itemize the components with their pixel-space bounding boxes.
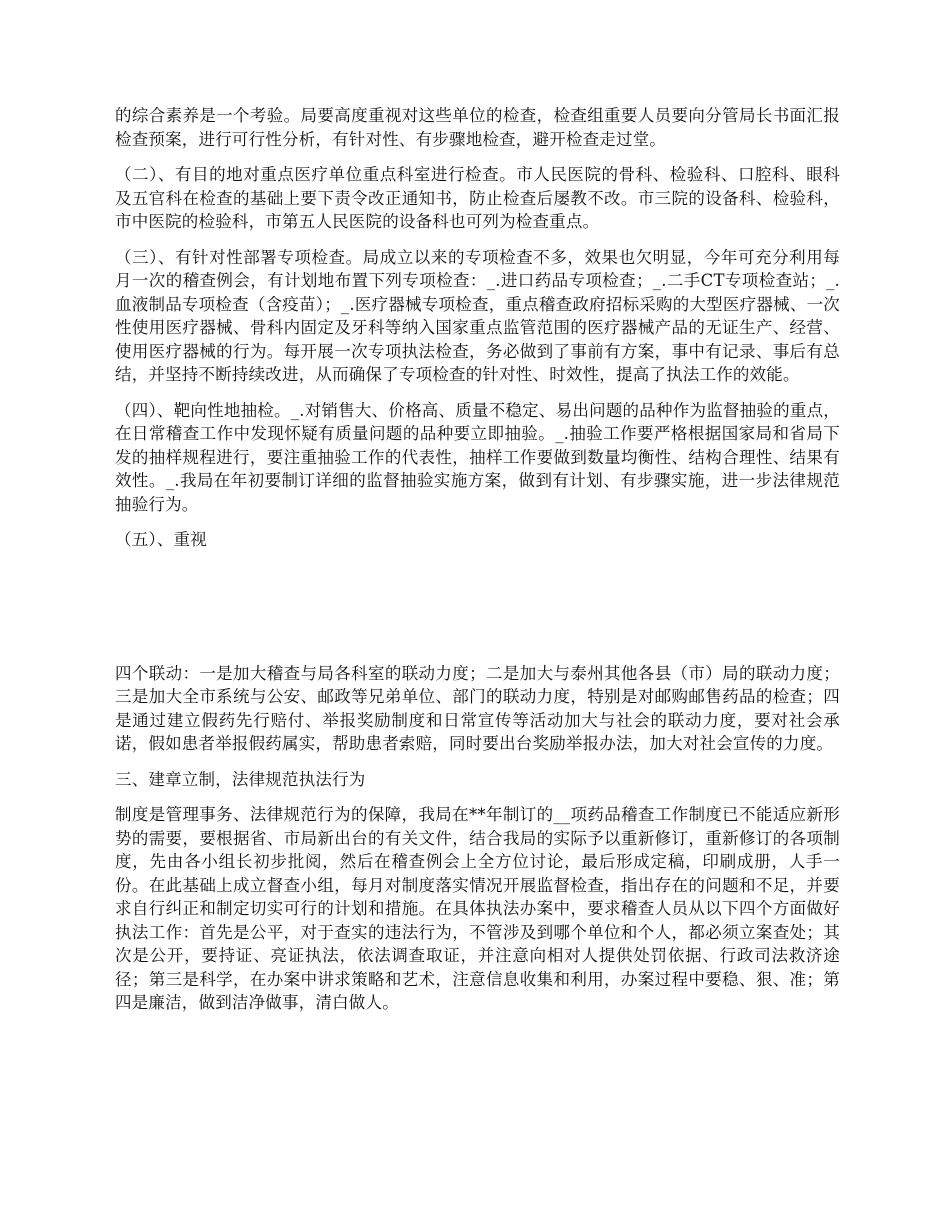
paragraph-four-linkages: 四个联动：一是加大稽查与局各科室的联动力度；二是加大与泰州其他各县（市）局的联动力度；三是加大全市系统与公安、邮政等兄弟单位、部门的联动力度，特别是对邮购邮售药品的检查；四是通过建立假药先行赔付、举报奖励制度和日常宣传等活动加大与社会的联动力度，要对社会承诺，假如患者举报假药属实，帮助患者索赔，同时要出台奖励举报办法，加大对社会宣传的力度。: [115, 663, 840, 753]
paragraph-section-three: （三）、有针对性部署专项检查。局成立以来的专项检查不多，效果也欠明显，今年可充分利用每月一次的稽查例会，有计划地布置下列专项检查：_.进口药品专项检查；_.二手CT专项检查站；_.血液制品专项检查（含疫苗）；_.医疗器械专项检查，重点稽查政府招标采购的大型医疗器械、一次性使用医疗器械、骨科内固定及牙科等纳入国家重点监管范围的医疗器械产品的无证生产、经营、使用医疗器械的行为。每开展一次专项执法检查，务必做到了事前有方案，事中有记录、事后有总结，并坚持不断持续改进，从而确保了专项检查的针对性、时效性，提高了执法工作的效能。: [115, 247, 840, 384]
paragraph-inspection-intro: 的综合素养是一个考验。局要高度重视对这些单位的检查，检查组重要人员要向分管局长书面汇报检查预案，进行可行性分析，有针对性、有步骤地检查，避开检查走过堂。: [115, 106, 840, 149]
paragraph-section-four: （四）、靶向性地抽检。_.对销售大、价格高、质量不稳定、易出问题的品种作为监督抽验的重点，在日常稽查工作中发现怀疑有质量问题的品种要立即抽验。_.抽验工作要严格根据国家局和省局下发的抽样规程进行，要注重抽验工作的代表性，抽样工作要做到数量均衡性、结构合理性、结果有效性。_.我局在年初要制订详细的监督抽验实施方案，做到有计划、有步骤实施，进一步法律规范抽验行为。: [115, 400, 840, 514]
page-break-gap: [115, 564, 840, 662]
paragraph-regulations: 制度是管理事务、法律规范行为的保障，我局在**年制订的__项药品稽查工作制度已不能适应新形势的需要，要根据省、市局新出台的有关文件，结合我局的实际予以重新修订，重新修订的各项制度，先由各小组长初步批阅，然后在稽查例会上全方位讨论，最后形成定稿，印刷成册，人手一份。在此基础上成立督查小组，每月对制度落实情况开展监督检查，指出存在的问题和不足，并要求自行纠正和制定切实可行的计划和措施。在具体执法办案中，要求稽查人员从以下四个方面做好执法工作：首先是公平，对于查实的违法行为，不管涉及到哪个单位和个人，都必须立案查处；其次是公开，要持证、亮证执法，依法调查取证，并注意向相对人提供处罚依据、行政司法救济途径；第三是科学，在办案中讲求策略和艺术，注意信息收集和利用，办案过程中要稳、狠、准；第四是廉洁，做到洁净做事，清白做人。: [115, 805, 840, 1012]
paragraph-section-five-heading: （五）、重视: [115, 530, 207, 549]
section-heading-three: 三、建章立制，法律规范执法行为: [115, 769, 366, 789]
paragraph-section-two: （二）、有目的地对重点医疗单位重点科室进行检查。市人民医院的骨科、检验科、口腔科、眼科及五官科在检查的基础上要下责令改正通知书，防止检查后屡教不改。市三院的设备科、检验科，市中医院的检验科，市第五人民医院的设备科也可列为检查重点。: [115, 165, 840, 231]
document-body: [115, 104, 840, 1027]
